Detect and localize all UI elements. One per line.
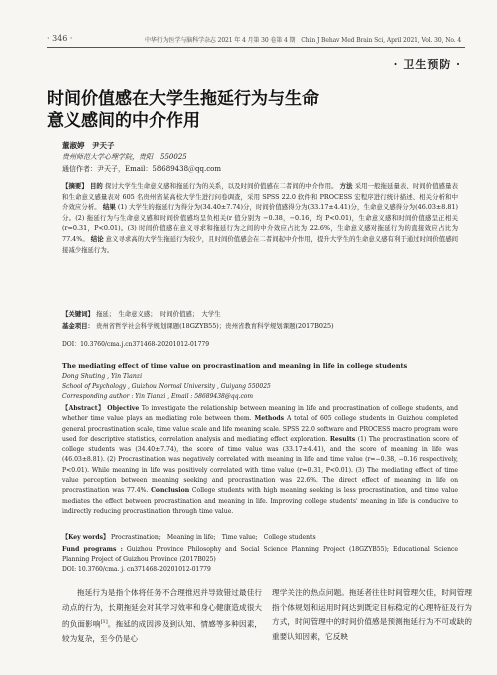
title-line-2: 意义感间的中介作用 [47,111,200,131]
fund-en-text: Guizhou Province Philosophy and Social Science Planning Project (18GZYB55); Educational Science Planning Project of Guizhou Province (2017B025) [62,546,459,564]
results-label-cn: 结果 [102,203,116,212]
keywords-cn [62,309,458,319]
doi-en[interactable]: DOI: 10.3760/cma. j. cn371468-20201012-01779 [62,566,211,573]
objective-label-en: Objective [107,405,140,412]
abstract-cn-label: 【摘要】 [62,182,88,190]
title-line-1: 时间价值感在大学生拖延行为与生命 [47,89,319,109]
keywords-cn-text: 拖延； 生命意义感； 时间价值感； 大学生 [96,310,221,318]
methods-label-cn: 方法 [339,182,353,190]
corresponding-en: Corresponding author : Yin Tianzi , Email : 58689438@qq.com [62,393,254,400]
abstract-cn [62,181,458,255]
methods-en: A total of 605 college students in Guizhou completed general procrastination scale, time value scale and life meaning scale. SPSS 22.0 software and PROCESS macro program were used for descriptive statistics, correlation analysis and mediating effect exploration. [62,415,459,443]
keywords-en-text: Procrastination; Meaning in life; Time value; College students [111,534,316,541]
conclusion-en: College students with high meaning seeking is less procrastination, and time value mediates the effect between procrastination and meaning in life. Improving college students' meaning in life is conducive to indirectly reducing procrastination through time value. [62,487,458,515]
citation-ref[interactable]: [1] [100,619,108,626]
body-column-left [62,586,262,647]
conclusion-label-en: Conclusion [151,487,190,495]
keywords-cn-label: 【关键词】 [62,310,94,318]
methods-label-en: Methods [254,415,285,423]
fund-en [62,545,458,566]
page-number: · 346 · [47,34,73,43]
body-column-right [272,586,472,644]
objective-cn: 探讨大学生生命意义感和拖延行为的关系，以及时间价值感在二者间的中介作用。 [104,182,338,190]
article-title-cn [47,88,407,132]
objective-en: To investigate the relationship between meaning in life and procrastination of college students, and whether time value plays an mediating role between them. [62,405,459,423]
fund-en-label: Fund programs : [62,546,123,553]
results-en: (1) The procrastination score of college students was (34.40±7.74), the score of time value was (33.17±4.41), and the score of meaning in life was (46.03±8.81). (2) Procrastination was negatively correlated with meaning in life and time value (r=−0.38, −0.16 respectively, P<0.01). While meaning in life was positively correlated with time value (r=0.31, P<0.01). (3) The mediating effect of time value perception between meaning seeking and procrastination was 22.6%. The direct effect of meaning in life on procrastination was 77.4%. [62,435,459,495]
abstract-en-label: 【Abstract】 [62,405,105,412]
body-paragraph [62,586,262,647]
article-title-en: The mediating effect of time value on procrastination and meaning in life in college students [62,362,408,370]
conclusion-label-cn: 结论 [90,234,104,243]
fund-cn-label: 基金项目： [62,322,94,330]
section-label: · 卫生预防 · [393,58,461,71]
results-label-en: Results [329,435,356,443]
keywords-en-label: 【Key words】 [62,534,110,541]
journal-header: 中华行为医学与脑科学杂志 2021 年 4 月第 30 卷第 4 期 Chin J Behav Med Brain Sci, April 2021, Vol. 30, No. 4 [145,37,462,44]
affiliation-cn: 贵州师范大学心理学院，贵阳 550025 [62,153,187,161]
keywords-en [62,533,458,543]
header-rule [47,47,465,48]
body-text-tail: 。拖延的成因涉及到认知、情感等多种因素，较为复杂，至今仍是心 [62,619,263,644]
body-paragraph: 理学关注的热点问题。拖延者往往时间管理欠佳，时间管理指个体规划和运用时间达到既定目标稳定的心理特征及行为方式，时间管理中的时间价值感是预测拖延行为不可或缺的重要认知因素，它反映 [272,588,472,641]
corresponding-cn: 通信作者：尹天子，Email：58689438＠qq.com [62,165,221,173]
affiliation-en: School of Psychology , Guizhou Normal University , Guiyang 550025 [62,383,271,390]
fund-cn [62,321,458,331]
doi-cn[interactable]: DOI：10.3760/cma.j.cn371468-20201012-01779 [62,341,210,348]
abstract-en [62,404,458,517]
methods-cn: 采用一般拖延量表、时间价值感量表和生命意义感量表对 605 名贵州省某高校大学生进行问卷调查，采用 SPSS 22.0 软件和 PROCESS 宏程序进行统计描述、相关分析和中介效应分析。 [62,182,458,212]
conclusion-cn: 意义寻求高的大学生拖延行为较少，且时间价值感会在二者间起中介作用，提升大学生的生命意义感有利于通过时间价值感间接减少拖延行为。 [62,234,458,254]
body-text: 拖延行为是指个体将任务不合理推迟并导致错过最佳行动点的行为，长期拖延会对其学习效率和身心健康造成很大的负面影响 [62,588,262,629]
objective-label-cn: 目的 [89,182,103,190]
authors-en: Dong Shuting , Yin Tianzi [62,373,143,380]
authors-cn: 董淑婷 尹天子 [62,141,115,150]
results-cn: (1) 大学生的拖延行为得分为(34.40±7.74)分，时间价值感得分为(33.17±4.41)分，生命意义感得分为(46.03±8.81)分。(2) 拖延行为与生命意义感和时间价值感均呈负相关(r 值分别为 −0.38，−0.16，均 P<0.01)，生命意义感和时间价值感呈正相关(r=0.31，P<0.01)。(3) 时间价值感在意义寻求和拖延行为之间的中介效应占比为 22.6%，生命意义感对拖延行为的直接效应占比为 77.4%。 [62,203,459,243]
fund-cn-text: 贵州省哲学社会科学规划课题(18GZYB55)；贵州省教育科学规划课题(2017B025) [96,322,334,330]
